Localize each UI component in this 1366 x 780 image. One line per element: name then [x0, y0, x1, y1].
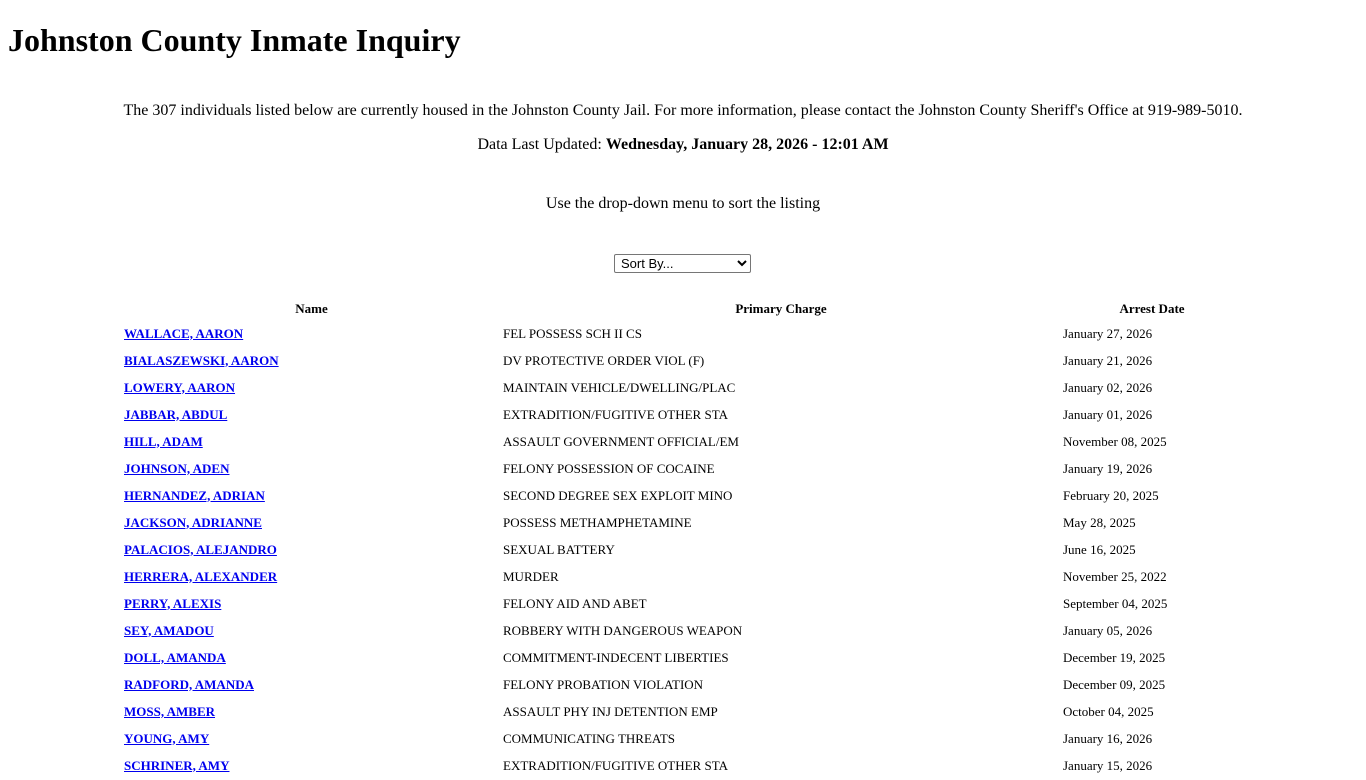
inmate-name-cell — [123, 672, 500, 697]
inmate-name-cell — [123, 591, 500, 616]
table-row — [123, 726, 1242, 751]
table-row — [123, 591, 1242, 616]
inmate-name-link[interactable]: YOUNG, AMY — [124, 730, 210, 746]
inmate-table — [121, 296, 1244, 780]
arrest-date-cell: June 16, 2025 — [1063, 541, 1136, 557]
column-header-date: Arrest Date — [1119, 300, 1185, 316]
inmate-name-cell — [123, 456, 500, 481]
inmate-name-link[interactable]: SEY, AMADOU — [124, 622, 214, 638]
inmate-name-cell — [123, 564, 500, 589]
primary-charge-cell: EXTRADITION/FUGITIVE OTHER STA — [503, 757, 728, 773]
table-row — [123, 429, 1242, 454]
inmate-name-cell — [123, 321, 500, 346]
inmate-name-cell — [123, 645, 500, 670]
table-row — [123, 699, 1242, 724]
primary-charge-cell: COMMITMENT-INDECENT LIBERTIES — [503, 649, 729, 665]
inmate-name-cell — [123, 726, 500, 751]
table-row — [123, 753, 1242, 778]
table-row — [123, 483, 1242, 508]
inmate-name-cell — [123, 510, 500, 535]
table-row — [123, 645, 1242, 670]
inmate-name-cell — [123, 699, 500, 724]
arrest-date-cell: November 08, 2025 — [1063, 433, 1167, 449]
primary-charge-cell: FELONY PROBATION VIOLATION — [503, 676, 704, 692]
arrest-date-cell: October 04, 2025 — [1063, 703, 1154, 719]
column-header-charge: Primary Charge — [735, 300, 827, 316]
arrest-date-cell: December 19, 2025 — [1063, 649, 1166, 665]
inmate-name-link[interactable]: PERRY, ALEXIS — [124, 595, 222, 611]
last-updated-label: Data Last Updated: — [477, 136, 606, 153]
arrest-date-cell: January 21, 2026 — [1063, 352, 1153, 368]
inmate-name-link[interactable]: RADFORD, AMANDA — [124, 676, 254, 692]
primary-charge-cell: MAINTAIN VEHICLE/DWELLING/PLAC — [503, 379, 736, 395]
table-row — [123, 510, 1242, 535]
primary-charge-cell: MURDER — [503, 568, 559, 584]
primary-charge-cell: DV PROTECTIVE ORDER VIOL (F) — [503, 352, 705, 368]
last-updated — [0, 134, 1366, 156]
arrest-date-cell: January 16, 2026 — [1063, 730, 1153, 746]
last-updated-value: Wednesday, January 28, 2026 - 12:01 AM — [605, 136, 889, 153]
primary-charge-cell: EXTRADITION/FUGITIVE OTHER STA — [503, 406, 728, 422]
arrest-date-cell: January 01, 2026 — [1063, 406, 1153, 422]
table-row — [123, 564, 1242, 589]
table-row — [123, 537, 1242, 562]
primary-charge-cell: ASSAULT GOVERNMENT OFFICIAL/EM — [503, 433, 739, 449]
column-header-name: Name — [295, 300, 328, 316]
primary-charge-cell: SEXUAL BATTERY — [503, 541, 615, 557]
inmate-name-link[interactable]: BIALASZEWSKI, AARON — [124, 352, 279, 368]
primary-charge-cell: ROBBERY WITH DANGEROUS WEAPON — [503, 622, 743, 638]
primary-charge-cell: COMMUNICATING THREATS — [503, 730, 676, 746]
table-row — [123, 375, 1242, 400]
page-title: Johnston County Inmate Inquiry — [8, 22, 461, 58]
table-header-row — [123, 298, 1242, 319]
primary-charge-cell: SECOND DEGREE SEX EXPLOIT MINO — [503, 487, 733, 503]
inmate-name-link[interactable]: DOLL, AMANDA — [124, 649, 226, 665]
table-row — [123, 618, 1242, 643]
inmate-name-link[interactable]: HILL, ADAM — [124, 433, 203, 449]
inmate-name-link[interactable]: LOWERY, AARON — [124, 379, 236, 395]
arrest-date-cell: January 15, 2026 — [1063, 757, 1153, 773]
table-row — [123, 321, 1242, 346]
table-row — [123, 672, 1242, 697]
arrest-date-cell: December 09, 2025 — [1063, 676, 1166, 692]
sort-dropdown[interactable] — [614, 254, 751, 273]
inmate-name-link[interactable]: SCHRINER, AMY — [124, 757, 230, 773]
inmate-name-cell — [123, 429, 500, 454]
arrest-date-cell: February 20, 2025 — [1063, 487, 1159, 503]
inmate-name-cell — [123, 618, 500, 643]
table-row — [123, 348, 1242, 373]
inmate-name-cell — [123, 753, 500, 778]
arrest-date-cell: January 19, 2026 — [1063, 460, 1153, 476]
arrest-date-cell: January 02, 2026 — [1063, 379, 1153, 395]
intro-text: The 307 individuals listed below are currently housed in the Johnston County Jail. For more information, please contact the Johnston County Sheriff's Office at 919-989-5010. — [123, 102, 1243, 119]
inmate-name-cell — [123, 402, 500, 427]
table-row — [123, 402, 1242, 427]
inmate-name-cell — [123, 537, 500, 562]
inmate-name-cell — [123, 375, 500, 400]
arrest-date-cell: January 27, 2026 — [1063, 325, 1153, 341]
arrest-date-cell: January 05, 2026 — [1063, 622, 1153, 638]
arrest-date-cell: November 25, 2022 — [1063, 568, 1167, 584]
inmate-name-link[interactable]: JACKSON, ADRIANNE — [124, 514, 262, 530]
inmate-name-link[interactable]: HERNANDEZ, ADRIAN — [124, 487, 265, 503]
sort-instructions: Use the drop-down menu to sort the listing — [545, 195, 821, 212]
inmate-name-link[interactable]: JOHNSON, ADEN — [124, 460, 230, 476]
arrest-date-cell: September 04, 2025 — [1063, 595, 1168, 611]
arrest-date-cell: May 28, 2025 — [1063, 514, 1136, 530]
inmate-name-cell — [123, 348, 500, 373]
primary-charge-cell: FELONY POSSESSION OF COCAINE — [503, 460, 715, 476]
primary-charge-cell: POSSESS METHAMPHETAMINE — [503, 514, 692, 530]
sort-control — [614, 254, 751, 273]
inmate-name-link[interactable]: MOSS, AMBER — [124, 703, 216, 719]
inmate-name-cell — [123, 483, 500, 508]
inmate-name-link[interactable]: PALACIOS, ALEJANDRO — [124, 541, 277, 557]
inmate-name-link[interactable]: WALLACE, AARON — [124, 325, 244, 341]
primary-charge-cell: FEL POSSESS SCH II CS — [503, 325, 642, 341]
inmate-name-link[interactable]: HERRERA, ALEXANDER — [124, 568, 278, 584]
primary-charge-cell: FELONY AID AND ABET — [503, 595, 647, 611]
table-row — [123, 456, 1242, 481]
inmate-name-link[interactable]: JABBAR, ABDUL — [124, 406, 228, 422]
inmate-table-body — [123, 321, 1242, 778]
primary-charge-cell: ASSAULT PHY INJ DETENTION EMP — [503, 703, 718, 719]
